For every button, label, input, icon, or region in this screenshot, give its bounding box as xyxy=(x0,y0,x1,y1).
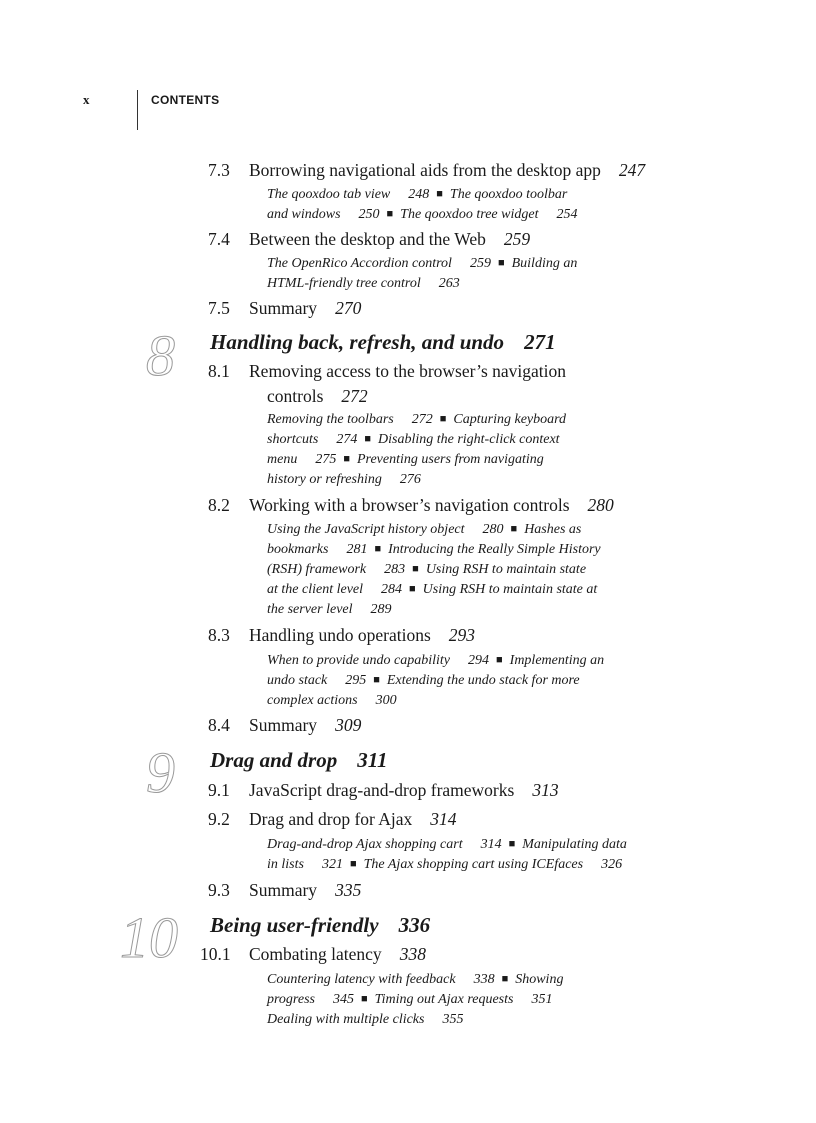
toc-subtopics: The OpenRico Accordion control 259 ■ Building an xyxy=(267,256,578,271)
chapter-title: Drag and drop 311 xyxy=(210,748,388,772)
section-title: Borrowing navigational aids from the desktop app 247 xyxy=(249,160,646,180)
toc-subtopics: Countering latency with feedback 338 ■ Showing xyxy=(267,972,564,987)
chapter-number: 8 xyxy=(146,323,175,388)
toc-subtopics: the server level 289 xyxy=(267,602,392,617)
chapter-title: Being user-friendly 336 xyxy=(210,913,431,937)
toc-subtopics: The qooxdoo tab view 248 ■ The qooxdoo toolbar xyxy=(267,187,568,202)
toc-subtopics: complex actions 300 xyxy=(267,693,397,708)
chapter-number: 10 xyxy=(120,905,178,970)
toc-subtopics: HTML-friendly tree control 263 xyxy=(267,276,460,291)
chapter-title: Handling back, refresh, and undo 271 xyxy=(210,330,556,354)
toc-subtopics: bookmarks 281 ■ Introducing the Really Simple History xyxy=(267,542,601,557)
toc-subtopics: Removing the toolbars 272 ■ Capturing keyboard xyxy=(267,412,567,427)
section-number: 7.3 xyxy=(208,160,230,180)
page-number: x xyxy=(83,92,90,107)
page-ref: 247 xyxy=(618,160,646,180)
toc-subtopics: at the client level 284 ■ Using RSH to maintain state at xyxy=(267,582,598,597)
toc-subtopics: history or refreshing 276 xyxy=(267,472,421,487)
toc-subtopics: Drag-and-drop Ajax shopping cart 314 ■ Manipulating data xyxy=(267,837,627,852)
running-header: CONTENTS xyxy=(151,93,220,107)
toc-subtopics: Dealing with multiple clicks 355 xyxy=(267,1012,464,1027)
toc-subtopics: When to provide undo capability 294 ■ Implementing an xyxy=(267,653,605,668)
toc-subtopics: Using the JavaScript history object 280 ■ Hashes as xyxy=(267,522,582,537)
header-divider xyxy=(137,90,138,130)
toc-subtopics: undo stack 295 ■ Extending the undo stack for more xyxy=(267,673,580,688)
toc-subtopics: shortcuts 274 ■ Disabling the right-click context xyxy=(267,432,560,447)
toc-subtopics: (RSH) framework 283 ■ Using RSH to maintain state xyxy=(267,562,587,577)
toc-subtopics: menu 275 ■ Preventing users from navigating xyxy=(267,452,544,467)
toc-subtopics: in lists 321 ■ The Ajax shopping cart using ICEfaces 326 xyxy=(267,857,623,872)
toc-subtopics: and windows 250 ■ The qooxdoo tree widget 254 xyxy=(267,207,578,222)
toc-subtopics: progress 345 ■ Timing out Ajax requests 351 xyxy=(267,992,553,1007)
chapter-number: 9 xyxy=(146,740,175,805)
toc-section-continuation: controls 272 xyxy=(267,386,368,406)
